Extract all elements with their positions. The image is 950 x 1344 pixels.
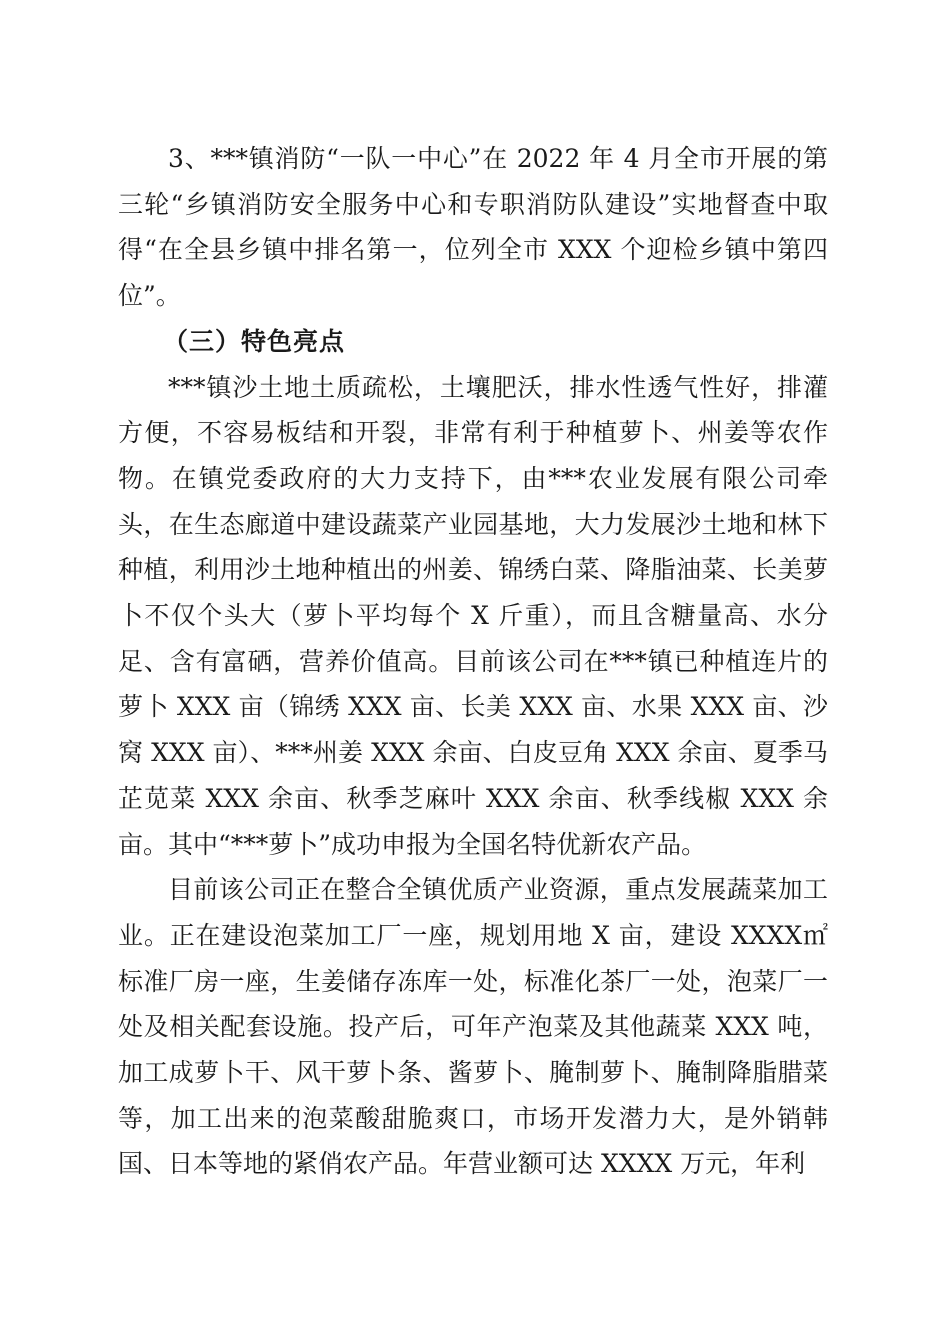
paragraph-fire-station-ranking: 3、***镇消防“一队一中心”在 2022 年 4 月全市开展的第三轮“乡镇消防安全服务中心和专职消防队建设”实地督查中取得“在全县乡镇中排名第一，位列全市 XXX 个迎检乡镇中第四位”。 (118, 144, 828, 311)
paragraph-sandy-soil-vegetables: ***镇沙土地土质疏松，土壤肥沃，排水性透气性好，排灌方便，不容易板结和开裂，非常有利于种植萝卜、州姜等农作物。在镇党委政府的大力支持下，由***农业发展有限公司牵头，在生态廊道中建设蔬菜产业园基地，大力发展沙土地和林下种植，利用沙土地种植出的州姜、锦绣白菜、降脂油菜、长美萝卜不仅个头大（萝卜平均每个 X 斤重），而且含糖量高、水分足、含有富硒，营养价值高。目前该公司在***镇已种植连片的萝卜 XXX 亩（锦绣 XXX 亩、长美 XXX 亩、水果 XXX 亩、沙窝 XXX 亩）、***州姜 XXX 余亩、白皮豆角 XXX 余亩、夏季马芷苋菜 XXX 余亩、秋季芝麻叶 XXX 余亩、秋季线椒 XXX 余亩。其中“***萝卜”成功申报为全国名特优新农产品。 (118, 372, 828, 859)
section-heading-highlights: （三）特色亮点 (163, 326, 346, 356)
paragraph-vegetable-processing: 目前该公司正在整合全镇优质产业资源，重点发展蔬菜加工业。正在建设泡菜加工厂一座，规划用地 X 亩，建设 XXXX㎡标准厂房一座，生姜储存冻库一处，标准化茶厂一处，泡菜厂一处及相关配套设施。投产后，可年产泡菜及其他蔬菜 XXX 吨，加工成萝卜干、风干萝卜条、酱萝卜、腌制萝卜、腌制降脂腊菜等，加工出来的泡菜酸甜脆爽口，市场开发潜力大，是外销韩国、日本等地的紧俏农产品。年营业额可达 XXXX 万元，年利 (118, 875, 828, 1179)
document-body (118, 136, 828, 1187)
